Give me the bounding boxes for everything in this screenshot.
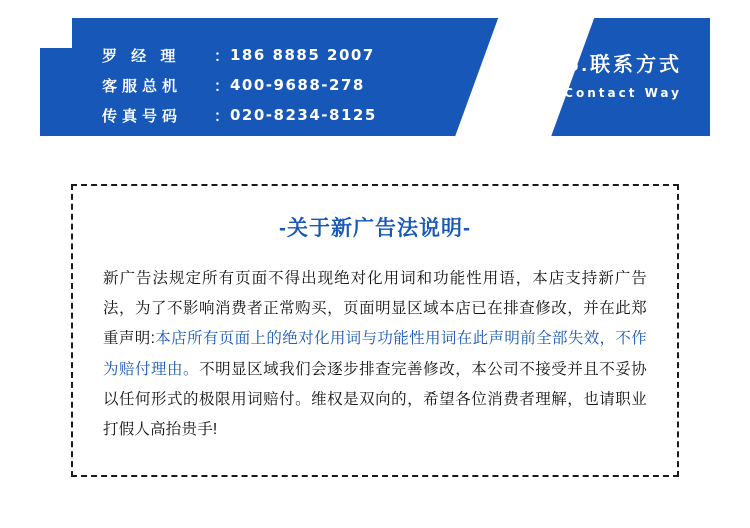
contact-value-fax: 020-8234-8125: [230, 106, 377, 124]
notice-title: -关于新广告法说明-: [279, 217, 471, 240]
notice-paragraph-part2: 不明显区域我们会逐步排查完善修改，本公司不接受并且不妥协以任何形式的极限用词赔付。维权是双向的，希望各位消费者理解，也请职业打假人高抬贵手!: [103, 360, 647, 439]
contact-colon: ：: [214, 107, 232, 125]
section-title-en: Contact Way: [564, 86, 682, 100]
contact-list: [102, 42, 377, 132]
notice-body: [103, 264, 647, 445]
contact-colon: ：: [214, 77, 232, 95]
banner-corner-notch: [40, 18, 72, 48]
contact-label: 传真号码: [102, 107, 183, 125]
contact-value-manager-phone: 186 8885 2007: [230, 46, 375, 64]
contact-colon: ：: [214, 47, 232, 65]
section-title-block: [564, 52, 682, 100]
contact-label: 罗 经 理: [102, 47, 181, 65]
notice-paragraph-highlight: 本店所有页面上的绝对化用词与功能性用词在此声明前全部失效，不作为赔付理由。: [103, 330, 647, 378]
advertising-law-notice-box: [71, 184, 679, 477]
notice-paragraph-part1: 新广告法规定所有页面不得出现绝对化用词和功能性用语，本店支持新广告法，为了不影响消费者正常购买，页面明显区域本店已在排查修改，并在此郑重声明:: [103, 270, 647, 348]
contact-banner: [40, 18, 710, 136]
contact-row: [102, 102, 377, 128]
contact-value-service-hotline: 400-9688-278: [230, 76, 365, 94]
contact-row: [102, 72, 377, 98]
section-title-cn: 6.联系方式: [567, 54, 682, 76]
contact-label: 客服总机: [102, 77, 183, 95]
contact-row: [102, 42, 377, 68]
